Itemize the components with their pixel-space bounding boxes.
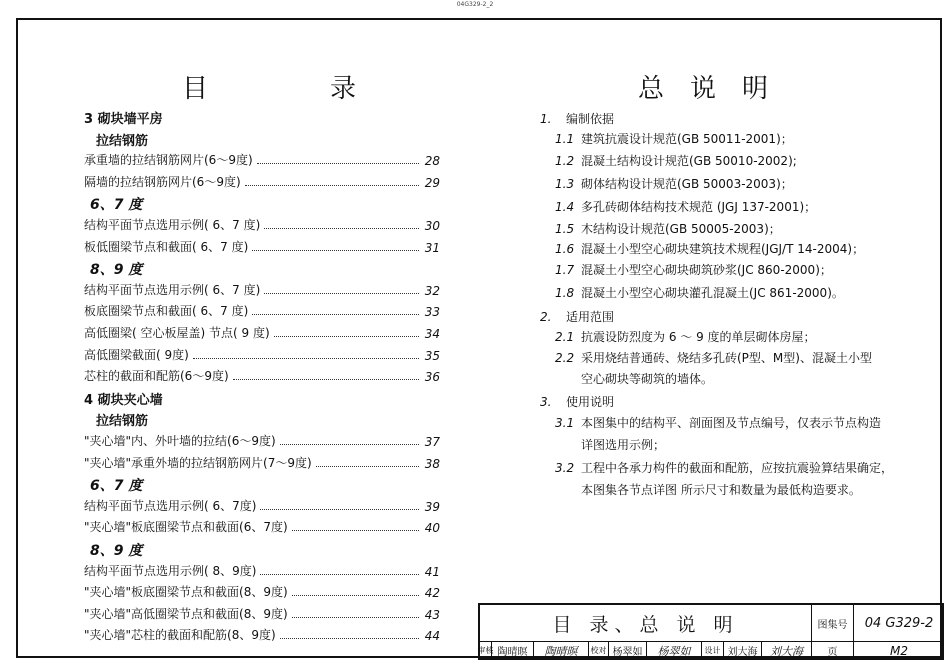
note-line <box>555 284 844 301</box>
toc-heading: 6、7 度 <box>90 197 143 214</box>
dot-leader <box>245 185 419 186</box>
dot-leader <box>280 638 419 639</box>
toc-entry-label: 结构平面节点选用示例( 6、7 度) <box>84 282 261 297</box>
note-line <box>540 308 614 325</box>
design-label: 设计 <box>702 641 724 660</box>
toc-entry-page: 36 <box>424 370 440 385</box>
reviewer-name: 陶晴暝 <box>492 641 534 660</box>
reviewer-signature: 陶晴暝 <box>534 641 589 660</box>
note-line <box>555 152 797 169</box>
note-text: 混凝土小型空心砌块砌筑砂浆(JC 860-2000)； <box>581 263 832 277</box>
page-label: 页 <box>812 641 854 660</box>
toc-entry-page: 41 <box>424 564 440 579</box>
toc-entry-label: "夹心墙"板底圈梁节点和截面(8、9度) <box>84 585 288 600</box>
toc-entry <box>84 299 440 319</box>
checker-name: 杨翠如 <box>609 641 647 660</box>
toc-entry-label: 承重墙的拉结钢筋网片(6～9度) <box>84 153 253 168</box>
toc-entry <box>84 343 440 363</box>
note-line <box>555 220 781 237</box>
note-number: 2.1 <box>555 330 575 344</box>
note-number: 1.8 <box>555 286 575 300</box>
toc-entry-page: 37 <box>424 435 440 449</box>
sheet-caption: 04G329-2_2 <box>456 1 494 8</box>
toc-heading: 3 砌块墙平房 <box>84 112 163 127</box>
toc-heading: 4 砌块夹心墙 <box>84 392 163 408</box>
note-line <box>555 370 713 387</box>
toc-entry-label: 结构平面节点选用示例( 6、7 度) <box>84 218 261 232</box>
toc-entry-label: "夹心墙"承重外墙的拉结钢筋网片(7～9度) <box>84 455 312 470</box>
toc-entry-label: 芯柱的截面和配筋(6～9度) <box>84 369 229 384</box>
page-number: M2 <box>890 643 908 658</box>
dot-leader <box>292 530 419 531</box>
note-line <box>555 198 816 215</box>
toc-entry <box>84 602 440 622</box>
toc-entry <box>84 170 440 190</box>
toc-entry-page: 35 <box>424 348 440 363</box>
note-text: 空心砌块等砌筑的墙体。 <box>581 372 714 386</box>
note-line <box>555 328 816 345</box>
note-number: 1.2 <box>555 154 575 168</box>
note-text: 工程中各承力构件的截面和配筋，应按抗震验算结果确定， <box>581 461 894 475</box>
title-block <box>478 603 944 660</box>
dot-leader <box>260 574 419 575</box>
dot-leader <box>264 293 419 294</box>
note-number: 1. <box>540 112 552 126</box>
toc-entry-label: 板低圈梁节点和截面( 6、7 度) <box>84 239 249 254</box>
toc-title-char: 目 <box>182 74 211 104</box>
toc-entry <box>84 213 440 233</box>
notes-title-char: 明 <box>742 74 771 104</box>
toc-entry-label: "夹心墙"高低圈梁节点和截面(8、9度) <box>84 606 288 621</box>
designer-signature: 刘大海 <box>762 641 812 660</box>
notes-title-char: 总 <box>638 74 667 104</box>
note-text: 砌体结构设计规范(GB 50003-2003)； <box>581 177 793 191</box>
dot-leader <box>260 509 419 510</box>
toc-entry <box>84 451 440 471</box>
dot-leader <box>292 617 419 618</box>
toc-entry-page: 29 <box>424 175 440 190</box>
toc-entry-page: 28 <box>424 154 440 169</box>
note-number: 1.1 <box>555 132 575 146</box>
note-number: 1.3 <box>555 177 575 191</box>
toc-entry <box>84 148 440 168</box>
toc-entry-page: 44 <box>424 629 440 644</box>
toc-entry-label: "夹心墙"芯柱的截面和配筋(8、9度) <box>84 628 276 643</box>
toc-entry-label: 高低圈梁截面( 9度) <box>84 347 189 362</box>
check-label: 校对 <box>589 641 609 660</box>
toc-entry <box>84 623 440 643</box>
toc-entry-page: 38 <box>424 456 440 471</box>
note-line <box>555 349 872 366</box>
toc-entry <box>84 278 440 298</box>
note-line <box>555 175 793 192</box>
dot-leader <box>193 358 419 359</box>
atlas-label: 图集号 <box>812 605 854 641</box>
toc-entry-page: 43 <box>424 607 440 622</box>
dot-leader <box>233 379 419 380</box>
note-line <box>555 130 793 147</box>
note-line <box>540 110 614 127</box>
note-number: 3.1 <box>555 416 575 430</box>
note-text: 多孔砖砌体结构技术规范 (JGJ 137-2001)； <box>581 200 817 214</box>
dot-leader <box>280 444 419 445</box>
note-line <box>555 240 864 257</box>
dot-leader <box>316 466 419 467</box>
toc-heading: 8、9 度 <box>90 262 143 279</box>
dot-leader <box>274 336 419 337</box>
dot-leader <box>264 228 419 229</box>
toc-entry-label: "夹心墙"内、外叶墙的拉结(6～9度) <box>84 434 276 448</box>
toc-entry-page: 39 <box>424 499 440 514</box>
note-number: 1.7 <box>555 263 575 277</box>
note-number: 2.2 <box>555 351 575 365</box>
toc-entry-page: 40 <box>424 521 440 536</box>
toc-entry-label: 高低圈梁( 空心板屋盖) 节点( 9 度) <box>84 326 270 340</box>
note-text: 使用说明 <box>566 395 615 409</box>
toc-entry <box>84 235 440 255</box>
note-line <box>555 481 861 498</box>
toc-entry <box>84 515 440 535</box>
toc-heading: 8、9 度 <box>90 543 143 559</box>
dot-leader <box>257 163 419 164</box>
notes-title-char: 说 <box>690 74 719 104</box>
toc-entry-label: 隔墙的拉结钢筋网片(6～9度) <box>84 174 241 189</box>
note-text: 混凝土结构设计规范(GB 50010-2002); <box>581 154 797 168</box>
toc-title-char: 录 <box>330 74 359 104</box>
note-line <box>555 414 881 431</box>
note-number: 2. <box>540 310 552 324</box>
toc-heading: 拉结钢筋 <box>96 133 149 149</box>
note-text: 本图集中的结构平、剖面图及节点编号，仅表示节点构造 <box>581 416 882 430</box>
sheet-title: 目 录、总 说 明 <box>480 605 812 641</box>
toc-heading: 6、7 度 <box>90 478 143 495</box>
note-text: 建筑抗震设计规范(GB 50011-2001)； <box>581 132 793 146</box>
designer-name: 刘大海 <box>724 641 762 660</box>
toc-entry <box>84 364 440 384</box>
note-text: 详图选用示例； <box>581 438 666 452</box>
note-line <box>555 261 832 278</box>
note-line <box>555 459 893 476</box>
toc-entry-label: "夹心墙"板底圈梁节点和截面(6、7度) <box>84 520 288 535</box>
toc-entry <box>84 580 440 600</box>
note-text: 木结构设计规范(GB 50005-2003)； <box>581 222 781 236</box>
note-text: 本图集各节点详图 所示尺寸和数量为最低构造要求。 <box>581 483 861 497</box>
toc-entry-label: 结构平面节点选用示例( 6、7度) <box>84 498 257 513</box>
toc-entry-label: 板底圈梁节点和截面( 6、7 度) <box>84 304 249 319</box>
note-number: 3.2 <box>555 461 575 475</box>
toc-entry <box>84 429 440 449</box>
toc-heading: 拉结钢筋 <box>96 414 149 430</box>
toc-entry <box>84 559 440 579</box>
toc-entry-label: 结构平面节点选用示例( 8、9度) <box>84 563 257 578</box>
toc-entry <box>84 321 440 341</box>
note-number: 1.5 <box>555 222 575 236</box>
toc-entry-page: 30 <box>424 219 440 233</box>
dot-leader <box>292 595 419 596</box>
note-line <box>540 393 614 410</box>
note-text: 编制依据 <box>566 112 615 126</box>
dot-leader <box>252 250 419 251</box>
review-label: 审核 <box>480 641 492 660</box>
note-text: 抗震设防烈度为 6 ～ 9 度的单层砌体房屋； <box>581 330 816 344</box>
note-text: 混凝土小型空心砌块建筑技术规程(JGJ/T 14-2004)； <box>581 242 865 256</box>
note-line <box>555 436 665 453</box>
checker-signature: 杨翠如 <box>647 641 702 660</box>
note-text: 混凝土小型空心砌块灌孔混凝土(JC 861-2000)。 <box>581 286 844 300</box>
dot-leader <box>252 314 419 315</box>
toc-entry-page: 31 <box>424 240 440 255</box>
toc-entry-page: 42 <box>424 586 440 601</box>
toc-entry <box>84 494 440 514</box>
toc-entry-page: 33 <box>424 305 440 320</box>
atlas-number: 04 G329-2 <box>864 615 934 631</box>
note-number: 1.6 <box>555 242 575 256</box>
note-text: 采用烧结普通砖、烧结多孔砖(P型、M型)、混凝土小型 <box>581 351 872 365</box>
note-text: 适用范围 <box>566 310 615 324</box>
note-number: 3. <box>540 395 552 409</box>
toc-entry-page: 34 <box>424 327 440 341</box>
note-number: 1.4 <box>555 200 575 214</box>
toc-entry-page: 32 <box>424 283 440 298</box>
